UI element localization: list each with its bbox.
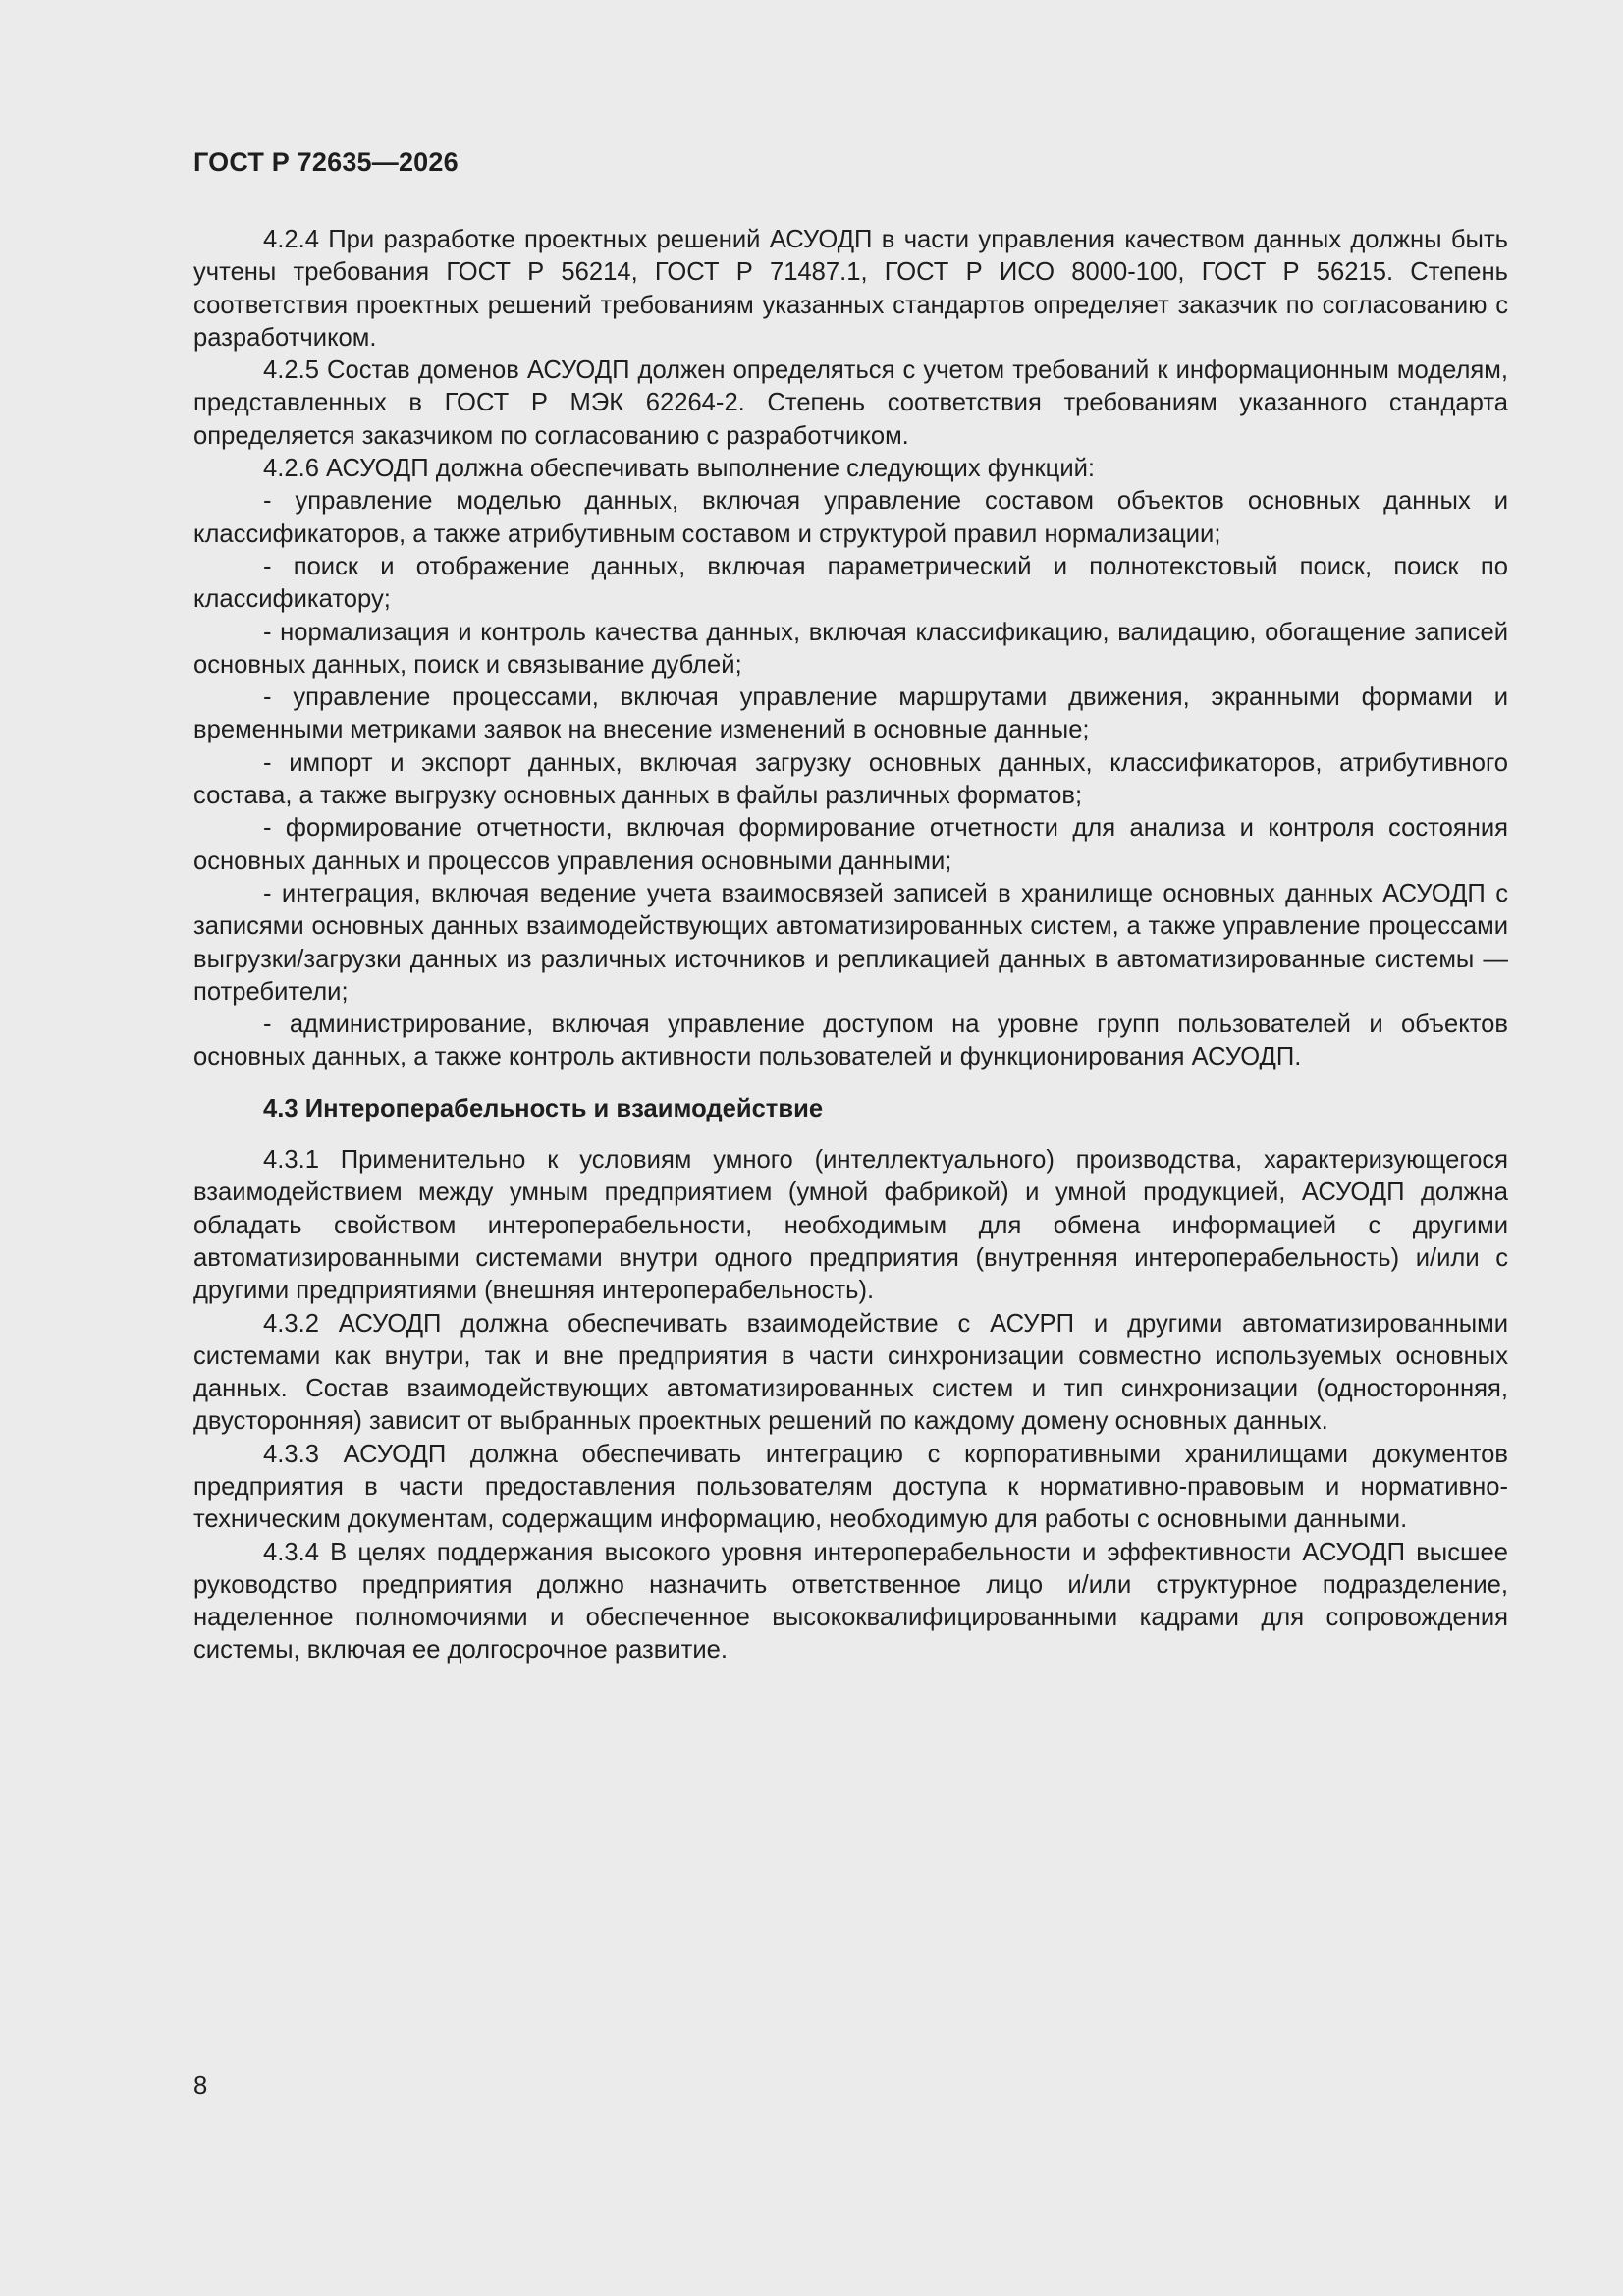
- document-body: [193, 224, 1508, 1667]
- list-item-process-management: - управление процессами, включая управление маршрутами движения, экранными формами и временными метриками заявок на внесение изменений в основные данные;: [193, 683, 1508, 744]
- paragraph-4-2-4: 4.2.4 При разработке проектных решений АСУОДП в части управления качеством данных должны быть учтены требования ГОСТ Р 56214, ГОСТ Р 71487.1, ГОСТ Р ИСО 8000-100, ГОСТ Р 56215. Степень соответствия проектных решений требованиям указанных стандартов определяет заказчик по согласованию с разработчиком.: [193, 226, 1508, 352]
- list-item-search: - поиск и отображение данных, включая параметрический и полнотекстовый поиск, поиск по классификатору;: [193, 552, 1508, 614]
- paragraph-4-3-2: 4.3.2 АСУОДП должна обеспечивать взаимодействие с АСУРП и другими автоматизированными системами как внутри, так и вне предприятия в части синхронизации совместно используемых основных данных. Состав взаимодействующих автоматизированных систем и тип синхронизации (односторонняя, двусторонняя) зависит от выбранных проектных решений по каждому домену основных данных.: [193, 1309, 1508, 1436]
- list-item-reporting: - формирование отчетности, включая формирование отчетности для анализа и контроля состояния основных данных и процессов управления основными данными;: [193, 814, 1508, 875]
- list-item-data-model: - управление моделью данных, включая управление составом объектов основных данных и классификаторов, а также атрибутивным составом и структурой правил нормализации;: [193, 487, 1508, 548]
- list-item-administration: - администрирование, включая управление доступом на уровне групп пользователей и объектов основных данных, а также контроль активности пользователей и функционирования АСУОДП.: [193, 1011, 1508, 1071]
- list-item-import-export: - импорт и экспорт данных, включая загрузку основных данных, классификаторов, атрибутивного состава, а также выгрузку основных данных в файлы различных форматов;: [193, 748, 1508, 810]
- section-heading-4-3: 4.3 Интероперабельность и взаимодействие: [263, 1094, 824, 1122]
- paragraph-4-3-3: 4.3.3 АСУОДП должна обеспечивать интеграцию с корпоративными хранилищами документов предприятия в части предоставления пользователям доступа к нормативно-правовым и нормативно-техническим документам, содержащим информацию, необходимую для работы с основными данными.: [193, 1440, 1508, 1534]
- paragraph-4-3-1: 4.3.1 Применительно к условиям умного (интеллектуального) производства, характеризующегося взаимодействием между умным предприятием (умной фабрикой) и умной продукцией, АСУОДП должна обладать свойством интероперабельности, необходимым для обмена информацией с другими автоматизированными системами внутри одного предприятия (внутренняя интероперабельность) и/или с другими предприятиями (внешняя интероперабельность).: [193, 1146, 1508, 1305]
- list-item-normalization: - нормализация и контроль качества данных, включая классификацию, валидацию, обогащение записей основных данных, поиск и связывание дублей;: [193, 618, 1508, 679]
- paragraph-4-3-4: 4.3.4 В целях поддержания высокого уровня интероперабельности и эффективности АСУОДП высшее руководство предприятия должно назначить ответственное лицо и/или структурное подразделение, наделенное полномочиями и обеспеченное высококвалифицированными кадрами для сопровождения системы, включая ее долгосрочное развитие.: [193, 1538, 1508, 1665]
- list-item-integration: - интеграция, включая ведение учета взаимосвязей записей в хранилище основных данных АСУОДП с записями основных данных взаимодействующих автоматизированных систем, а также управление процессами выгрузки/загрузки данных из различных источников и репликацией данных в автоматизированные системы — потребители;: [193, 879, 1508, 1006]
- document-header: ГОСТ Р 72635—2026: [193, 147, 459, 177]
- page-number: 8: [193, 2072, 208, 2100]
- paragraph-4-2-5: 4.2.5 Состав доменов АСУОДП должен определяться с учетом требований к информационным моделям, представленных в ГОСТ Р МЭК 62264-2. Степень соответствия требованиям указанного стандарта определяется заказчиком по согласованию с разработчиком.: [193, 356, 1508, 450]
- paragraph-4-2-6: 4.2.6 АСУОДП должна обеспечивать выполнение следующих функций:: [263, 455, 1096, 483]
